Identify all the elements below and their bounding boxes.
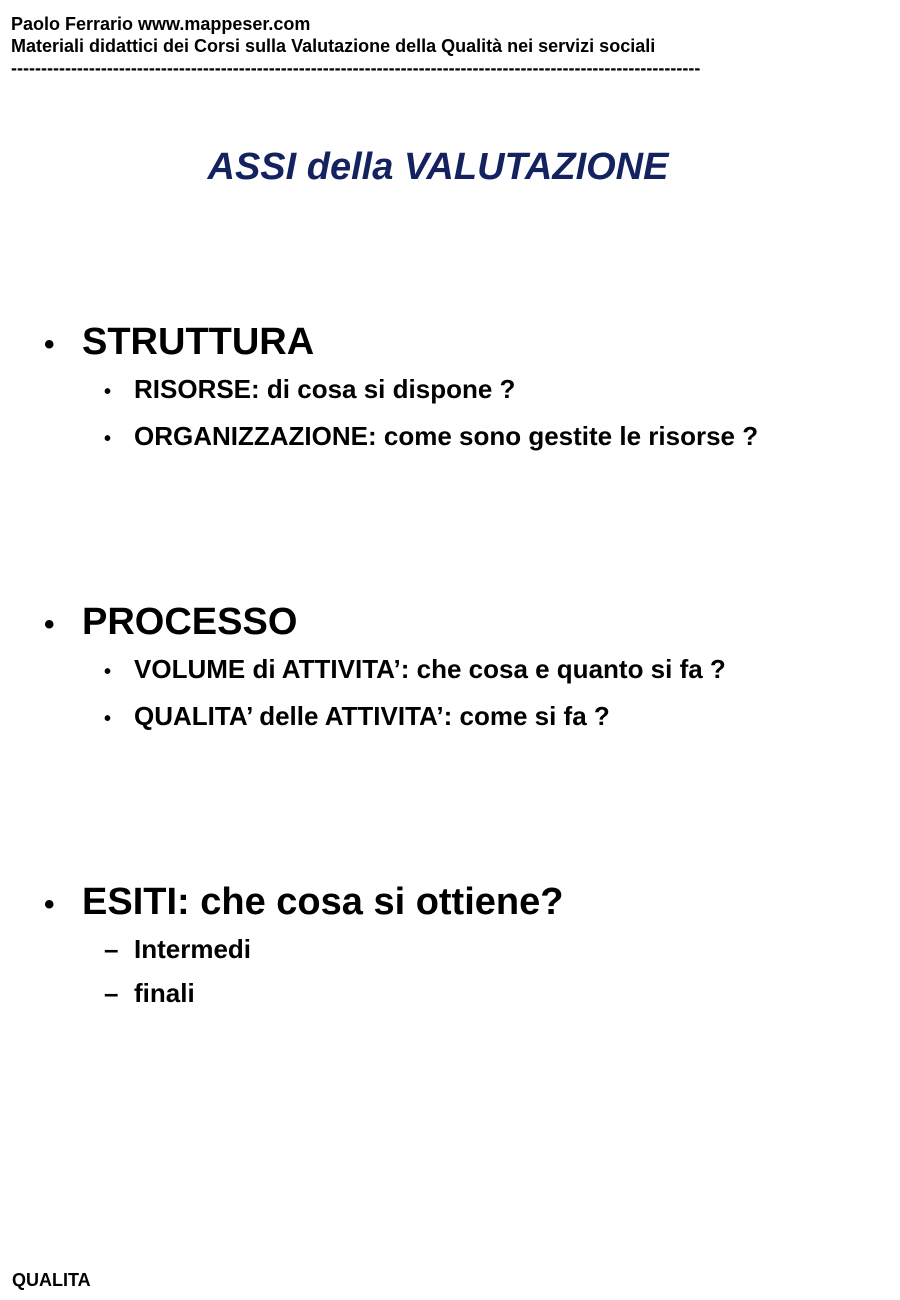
bullet-icon: • [104, 708, 112, 730]
document-header [11, 13, 723, 79]
sub-list [104, 367, 758, 461]
sub-list [104, 927, 563, 1015]
section-heading: STRUTTURA [82, 321, 315, 363]
section-heading: PROCESSO [82, 601, 298, 643]
page-title: ASSI della VALUTAZIONE [207, 146, 669, 188]
bullet-icon: • [44, 608, 55, 641]
section-processo [44, 600, 726, 741]
list-item: – finali [104, 971, 563, 1015]
header-author-line: Paolo Ferrario www.mappeser.com [11, 14, 311, 34]
list-item: • QUALITA’ delle ATTIVITA’: come si fa ? [104, 694, 726, 741]
header-course-line: Materiali didattici dei Corsi sulla Valutazione della Qualità nei servizi sociali [11, 36, 656, 56]
section-heading: ESITI: che cosa si ottiene? [82, 881, 564, 923]
list-item: • RISORSE: di cosa si dispone ? [104, 367, 758, 414]
bullet-icon: • [44, 888, 55, 921]
section-struttura [44, 320, 758, 461]
list-item: • VOLUME di ATTIVITA’: che cosa e quanto si fa ? [104, 647, 726, 694]
dash-icon: – [104, 934, 119, 964]
bullet-icon: • [104, 661, 112, 683]
list-item: – Intermedi [104, 927, 563, 971]
dash-icon: – [104, 978, 119, 1008]
section-esiti [44, 880, 563, 1015]
header-divider: ------------------------------------------------------------------------------------------------------------------- [11, 58, 701, 78]
sub-list [104, 647, 726, 741]
bullet-icon: • [104, 381, 112, 403]
page-footer: QUALITA [12, 1270, 91, 1290]
bullet-icon: • [104, 428, 112, 450]
list-item: • ORGANIZZAZIONE: come sono gestite le risorse ? [104, 414, 758, 461]
bullet-icon: • [44, 328, 55, 361]
